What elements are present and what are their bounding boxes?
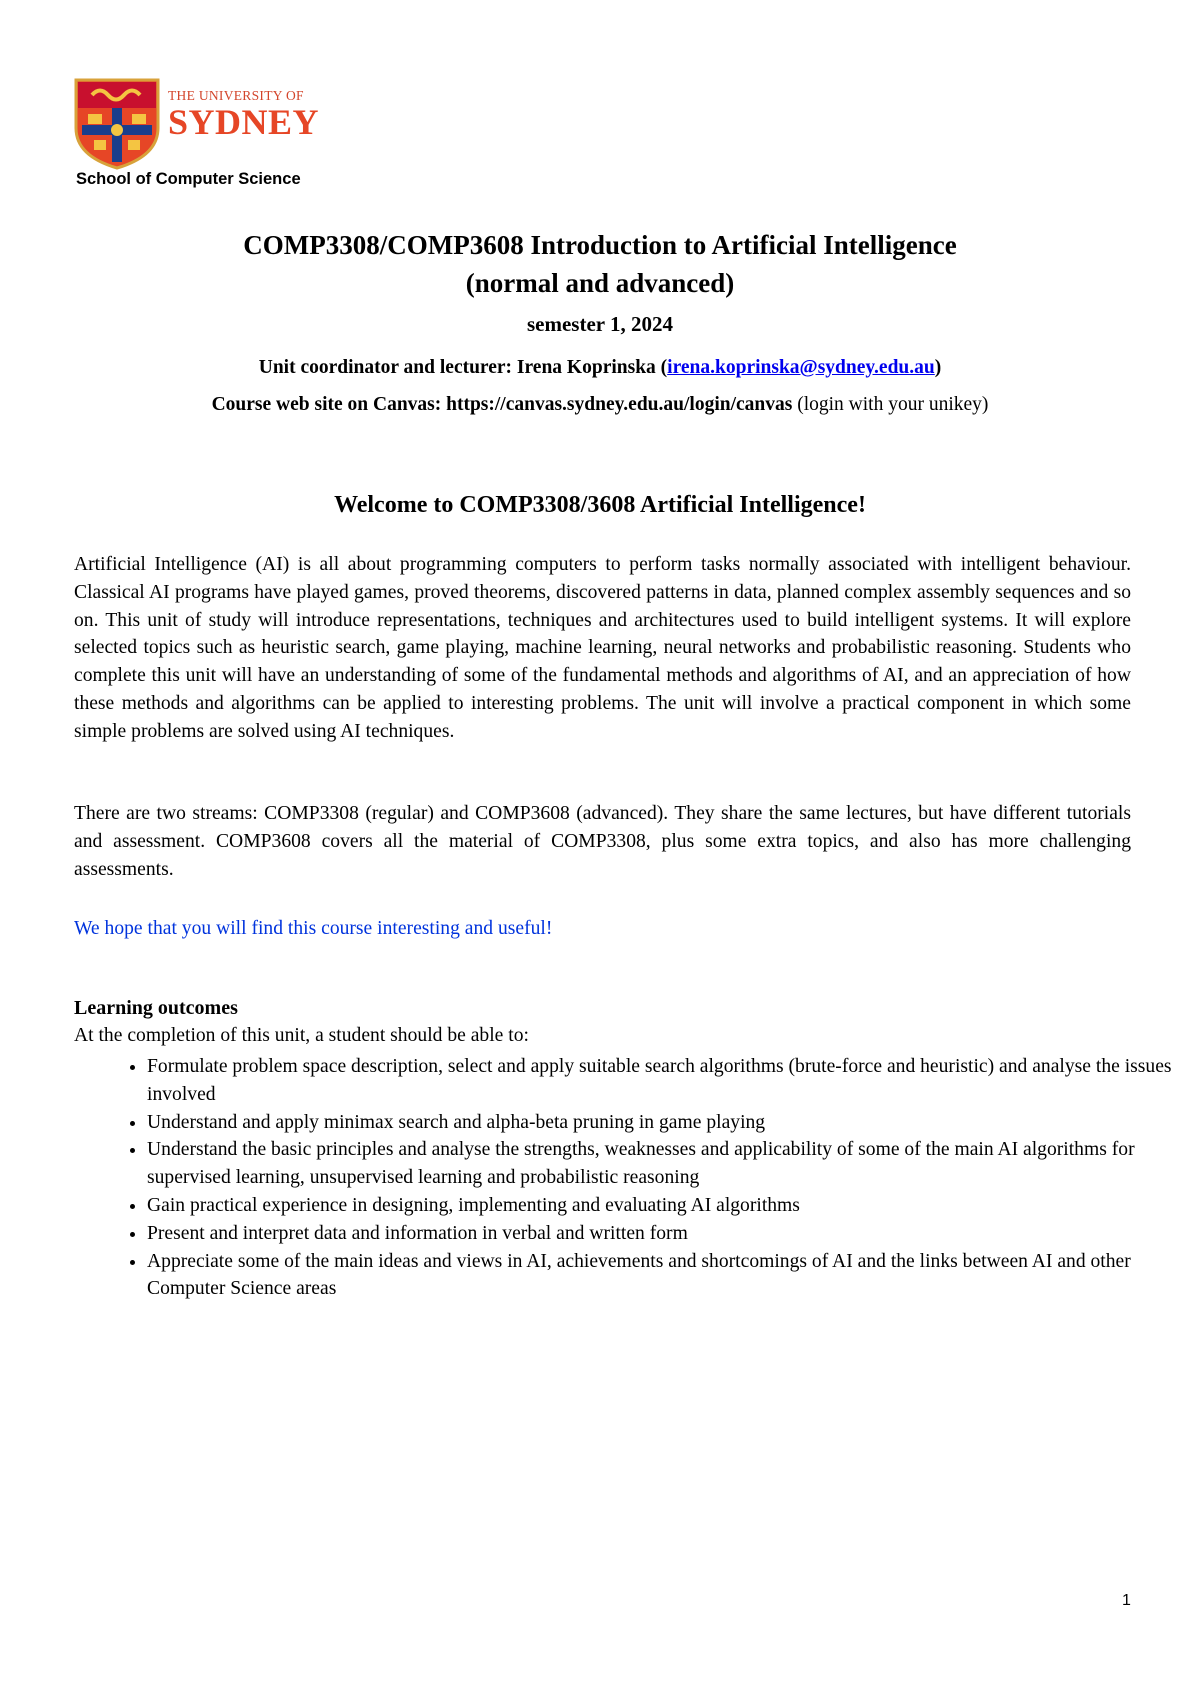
streams-paragraph: There are two streams: COMP3308 (regular) and COMP3608 (advanced). They share the same lectures, but have different tutorials and assessment. COMP3608 covers all the material of COMP3308, plus some extra topics, and also has more challenging assessments. [74, 803, 1131, 880]
school-name: School of Computer Science [76, 170, 301, 188]
university-logo [74, 78, 324, 168]
course-website-link[interactable]: Course web site on Canvas: https://canvas.sydney.edu.au/login/canvas [211, 394, 793, 415]
list-item: • Formulate problem space description, select and apply suitable search algorithms (brute-force and heuristic) and analyse the issues involved [147, 1053, 1200, 1109]
course-title-line1: COMP3308/COMP3608 Introduction to Artificial Intelligence [243, 230, 957, 260]
university-crest-icon [74, 78, 160, 170]
course-title [0, 226, 1200, 302]
learning-outcomes-intro: At the completion of this unit, a student should be able to: [74, 1025, 529, 1046]
list-item: • Present and interpret data and information in verbal and written form [147, 1220, 1200, 1248]
learning-outcomes-heading: Learning outcomes [74, 997, 238, 1019]
list-item: • Appreciate some of the main ideas and views in AI, achievements and shortcomings of AI and the links between AI and other Computer Science areas [147, 1248, 1200, 1304]
coordinator-suffix: ) [934, 357, 942, 378]
logo-university-of: THE UNIVERSITY OF [168, 88, 304, 103]
coordinator-line [0, 357, 1200, 379]
coordinator-label: Unit coordinator and lecturer: Irena Koprinska ( [258, 357, 668, 378]
course-website-line [0, 394, 1200, 416]
course-website-note: (login with your unikey) [792, 394, 989, 415]
coordinator-email-link[interactable]: irena.koprinska@sydney.edu.au [667, 357, 935, 378]
course-title-line2: (normal and advanced) [465, 268, 735, 298]
hope-paragraph: We hope that you will find this course interesting and useful! [74, 918, 553, 939]
page-number: 1 [1122, 1592, 1131, 1609]
list-item: • Understand the basic principles and analyse the strengths, weaknesses and applicability of some of the main AI algorithms for supervised learning, unsupervised learning and probabilistic reasoning [147, 1136, 1200, 1192]
semester: semester 1, 2024 [527, 312, 673, 336]
list-item: • Understand and apply minimax search and alpha-beta pruning in game playing [147, 1109, 1200, 1137]
intro-paragraph: Artificial Intelligence (AI) is all about programming computers to perform tasks normally associated with intelligent behaviour. Classical AI programs have played games, proved theorems, discovered patterns in data, planned complex assembly sequences and so on. This unit of study will introduce representations, techniques and architectures used to build intelligent systems. It will explore selected topics such as heuristic search, game playing, machine learning, neural networks and probabilistic reasoning. Students who complete this unit will have an understanding of some of the fundamental methods and algorithms of AI, and an appreciation of how these methods and algorithms can be applied to interesting problems. The unit will involve a practical component in which some simple problems are solved using AI techniques. [74, 554, 1131, 742]
list-item: • Gain practical experience in designing, implementing and evaluating AI algorithms [147, 1192, 1200, 1220]
logo-sydney: SYDNEY [168, 102, 320, 142]
learning-outcomes-list [74, 1053, 1200, 1303]
welcome-heading: Welcome to COMP3308/3608 Artificial Intelligence! [334, 492, 866, 518]
university-wordmark [168, 88, 319, 140]
